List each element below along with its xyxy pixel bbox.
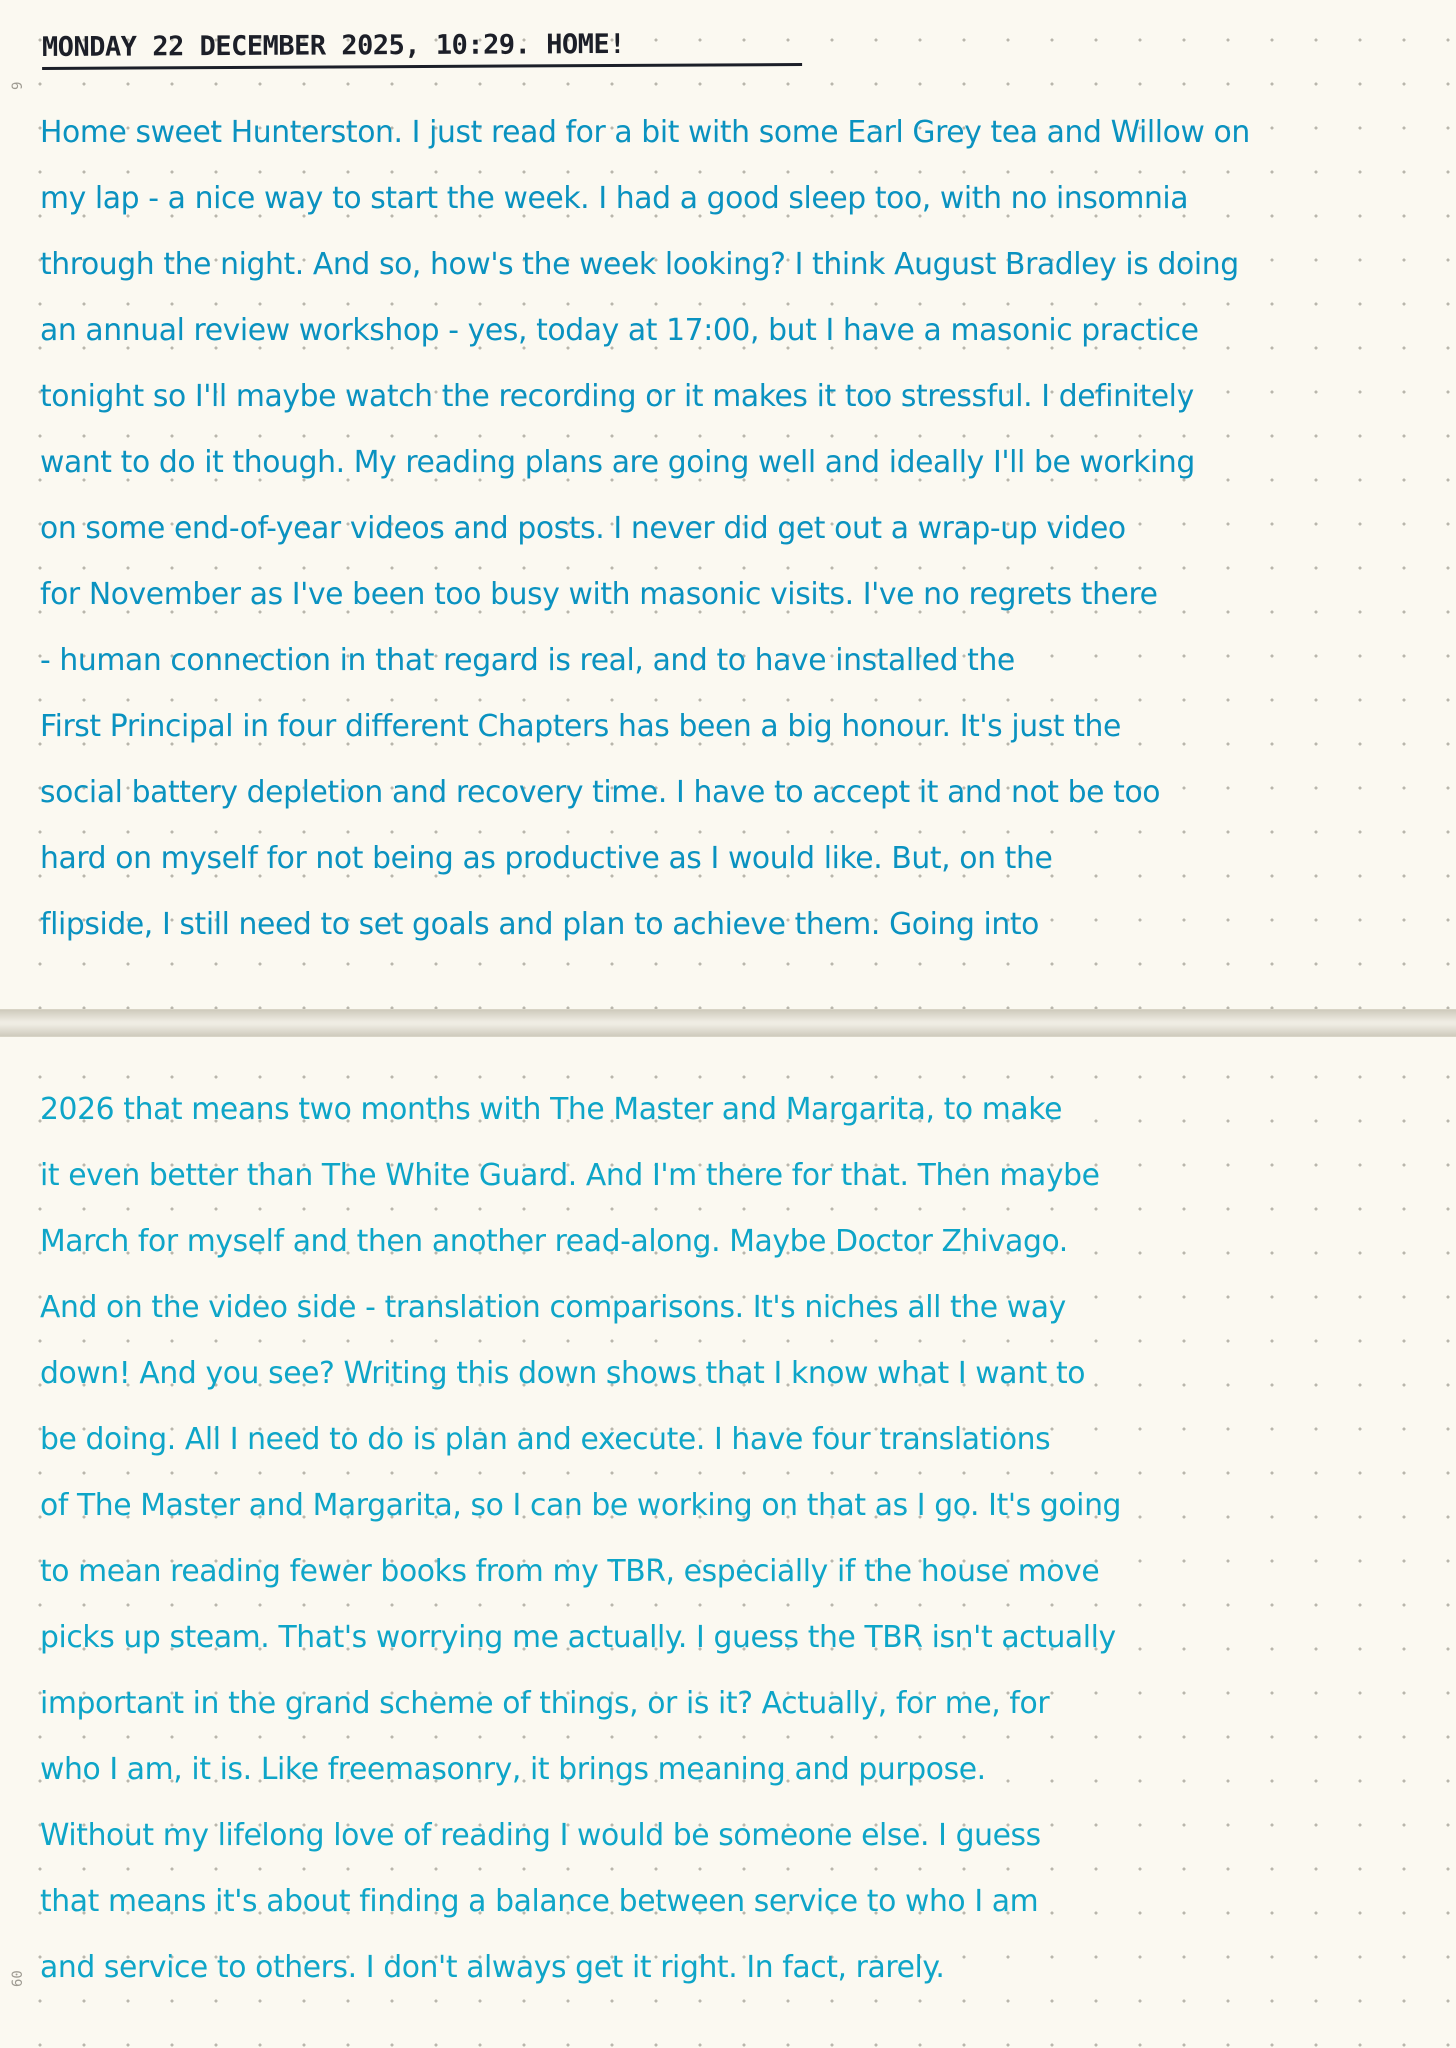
page-number: 9 <box>10 81 26 90</box>
handwritten-line: First Principal in four different Chapters has been a big honour. It's just the <box>40 709 1121 744</box>
handwritten-line: and service to others. I don't always get it right. In fact, rarely. <box>40 1950 945 1985</box>
handwritten-line: want to do it though. My reading plans are going well and ideally I'll be working <box>40 445 1195 480</box>
handwritten-line: tonight so I'll maybe watch the recording or it makes it too stressful. I definitely <box>40 379 1194 414</box>
journal-page-top <box>0 0 1456 1010</box>
entry-text-bottom <box>40 1077 1440 2001</box>
handwritten-line: who I am, it is. Like freemasonry, it brings meaning and purpose. <box>40 1752 986 1787</box>
entry-text-top <box>40 100 1440 958</box>
handwritten-line: flipside, I still need to set goals and plan to achieve them. Going into <box>40 907 1040 942</box>
handwritten-line: it even better than The White Guard. And I'm there for that. Then maybe <box>40 1158 1100 1193</box>
handwritten-line: an annual review workshop - yes, today at 17:00, but I have a masonic practice <box>40 313 1199 348</box>
handwritten-line: social battery depletion and recovery time. I have to accept it and not be too <box>40 775 1161 810</box>
handwritten-line: 2026 that means two months with The Master and Margarita, to make <box>40 1092 1062 1127</box>
handwritten-line: Home sweet Hunterston. I just read for a bit with some Earl Grey tea and Willow on <box>40 115 1250 150</box>
handwritten-line: to mean reading fewer books from my TBR, especially if the house move <box>40 1554 1100 1589</box>
handwritten-line: through the night. And so, how's the week looking? I think August Bradley is doing <box>40 247 1239 282</box>
handwritten-line: - human connection in that regard is real, and to have installed the <box>40 643 1015 678</box>
handwritten-line: important in the grand scheme of things, or is it? Actually, for me, for <box>40 1686 1050 1721</box>
notebook-gutter <box>0 1010 1456 1036</box>
handwritten-line: be doing. All I need to do is plan and execute. I have four translations <box>40 1422 1051 1457</box>
handwritten-line: hard on myself for not being as productive as I would like. But, on the <box>40 841 1053 876</box>
journal-page-bottom <box>0 1036 1456 2048</box>
handwritten-line: of The Master and Margarita, so I can be working on that as I go. It's going <box>40 1488 1122 1523</box>
entry-heading: MONDAY 22 DECEMBER 2025, 10:29. HOME! <box>42 28 802 70</box>
handwritten-line: picks up steam. That's worrying me actually. I guess the TBR isn't actually <box>40 1620 1116 1655</box>
handwritten-line: And on the video side - translation comparisons. It's niches all the way <box>40 1290 1066 1325</box>
handwritten-line: that means it's about finding a balance between service to who I am <box>40 1884 1039 1919</box>
handwritten-line: my lap - a nice way to start the week. I had a good sleep too, with no insomnia <box>40 181 1189 216</box>
handwritten-line: down! And you see? Writing this down shows that I know what I want to <box>40 1356 1086 1391</box>
handwritten-line: Without my lifelong love of reading I would be someone else. I guess <box>40 1818 1041 1853</box>
handwritten-line: on some end-of-year videos and posts. I never did get out a wrap-up video <box>40 511 1126 546</box>
page-number: 60 <box>10 1970 26 1987</box>
handwritten-line: March for myself and then another read-along. Maybe Doctor Zhivago. <box>40 1224 1068 1259</box>
handwritten-line: for November as I've been too busy with masonic visits. I've no regrets there <box>40 577 1158 612</box>
